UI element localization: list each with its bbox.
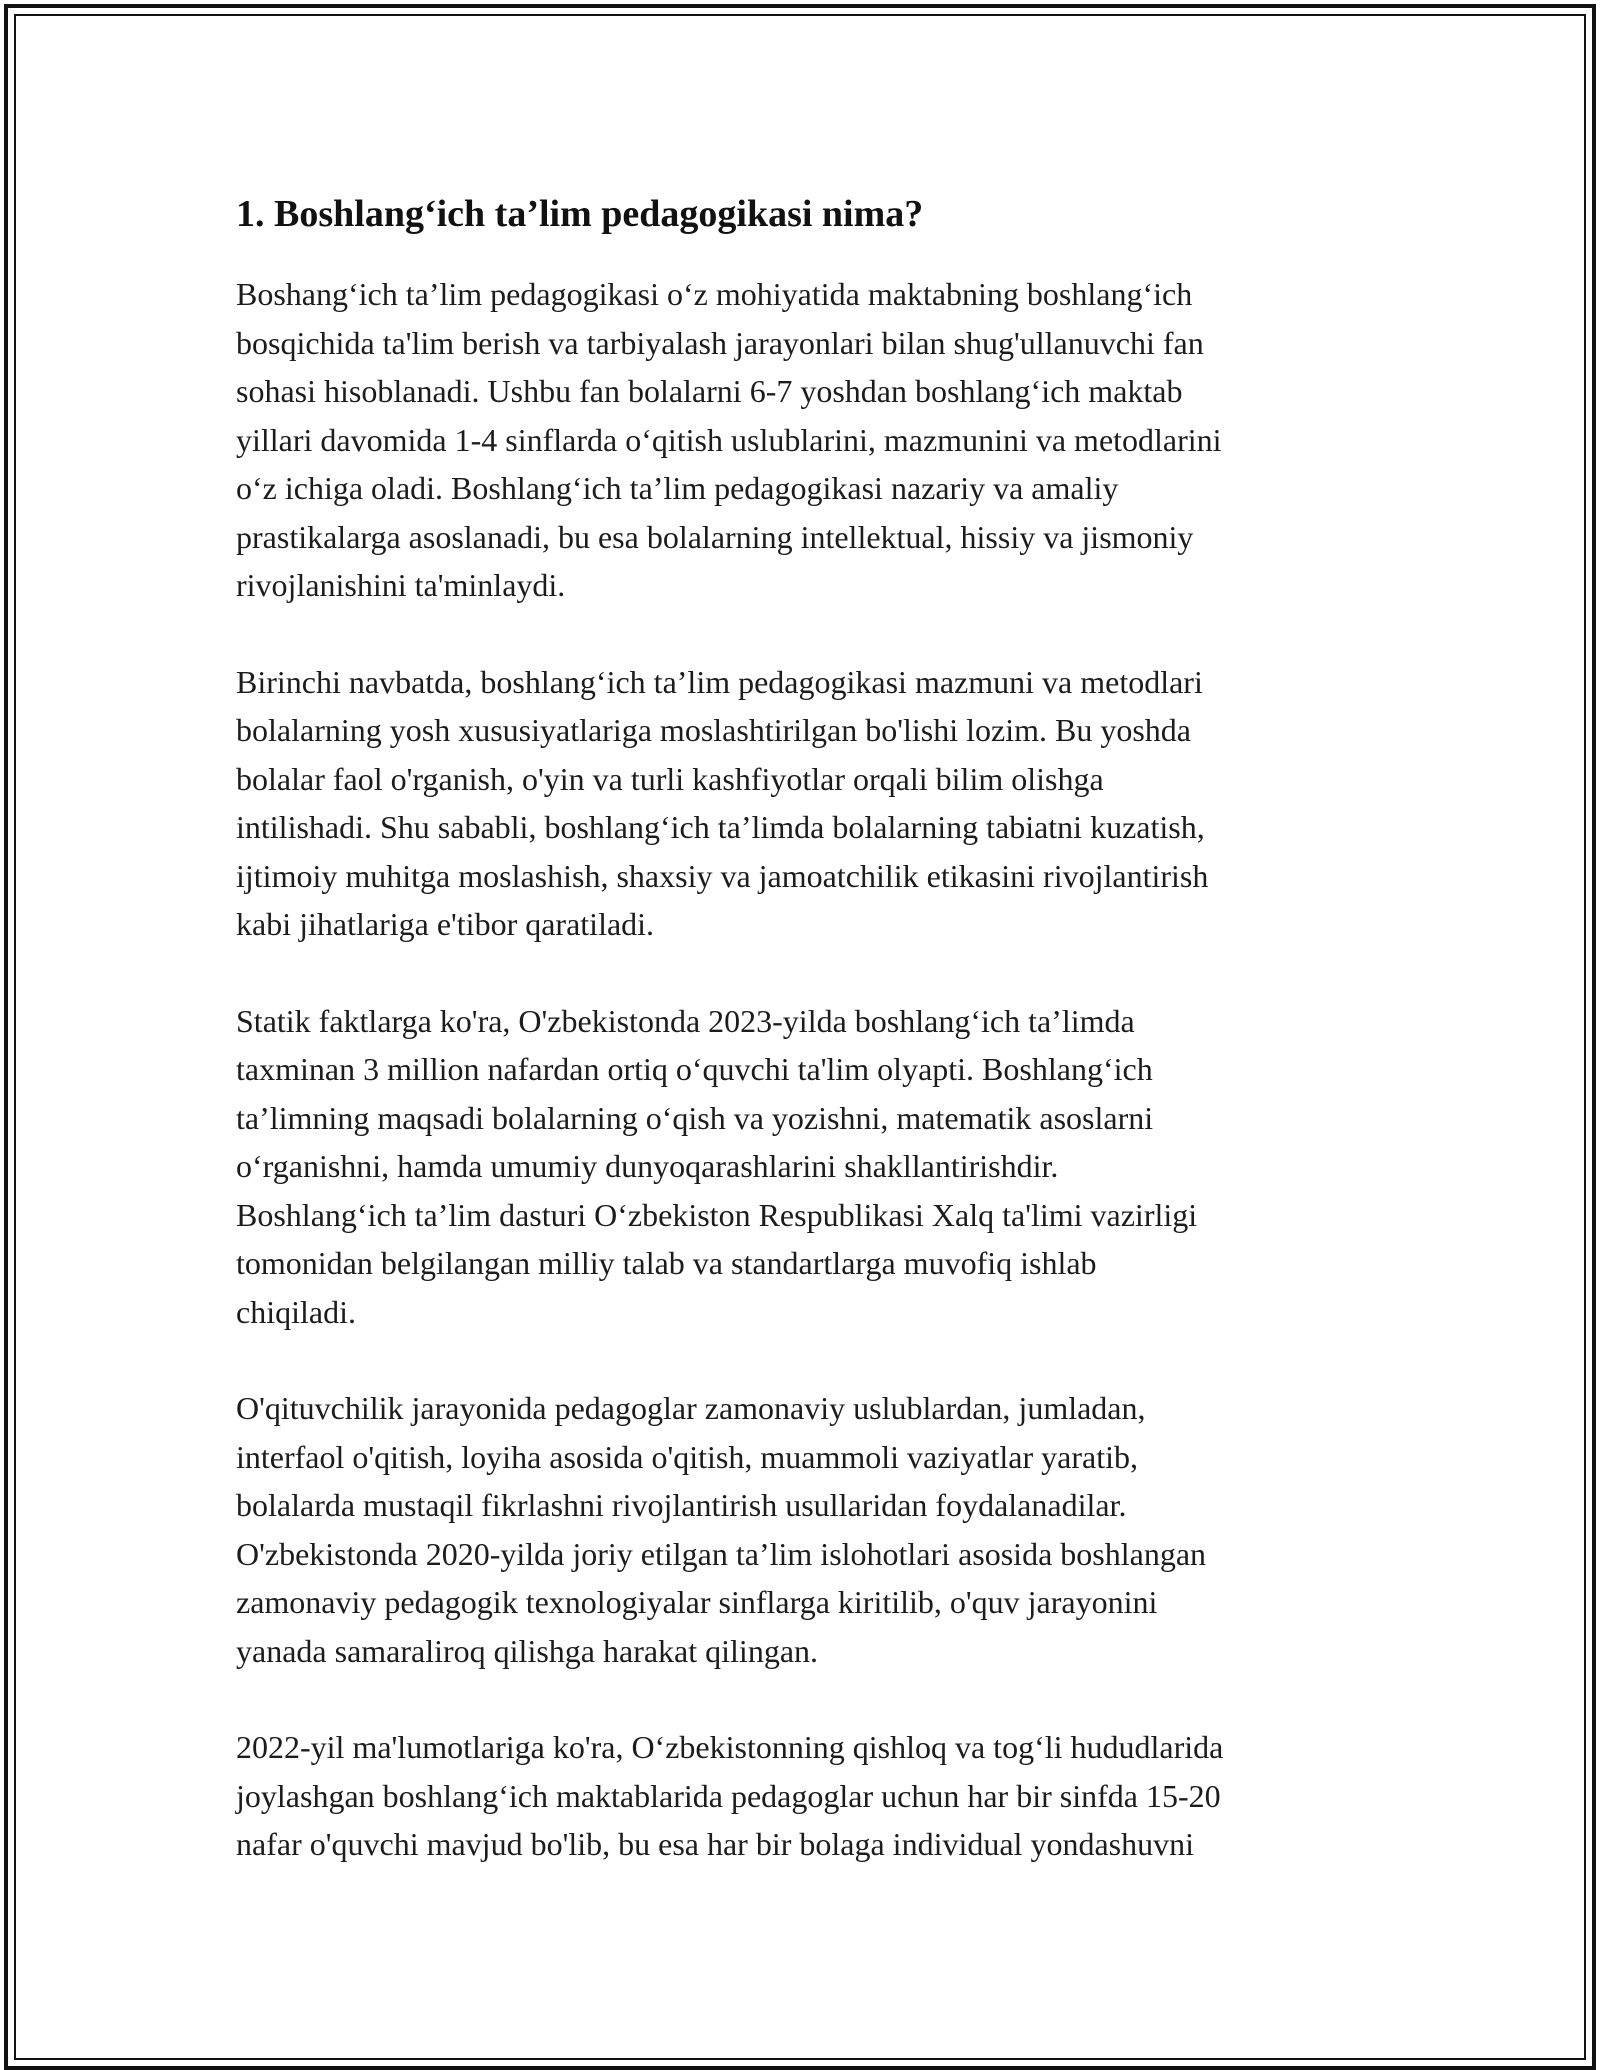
text-line: kabi jihatlariga e'tibor qaratiladi. — [236, 906, 655, 942]
document-body — [236, 186, 1376, 1917]
paragraph-1 — [236, 270, 1376, 610]
text-line: O'zbekistonda 2020-yilda joriy etilgan ta’lim islohotlari asosida boshlangan — [236, 1535, 1207, 1572]
text-line: ta’limning maqsadi bolalarning o‘qish va yozishni, matematik asoslarni — [236, 1099, 1154, 1136]
text-line: zamonaviy pedagogik texnologiyalar sinflarga kiritilib, o'quv jarayonini — [236, 1584, 1158, 1620]
paragraph-2 — [236, 658, 1376, 949]
paragraph-4 — [236, 1384, 1376, 1675]
text-line: ijtimoiy muhitga moslashish, shaxsiy va jamoatchilik etikasini rivojlantirish — [236, 857, 1209, 894]
text-line: interfaol o'qitish, loyiha asosida o'qitish, muammoli vaziyatlar yaratib, — [236, 1438, 1138, 1475]
section-heading: 1. Boshlang‘ich ta’lim pedagogikasi nima? — [236, 193, 924, 235]
paragraph-5 — [236, 1723, 1376, 1869]
text-line: O'qituvchilik jarayonida pedagoglar zamonaviy uslublardan, jumladan, — [236, 1390, 1146, 1426]
text-line: bolalar faol o'rganish, o'yin va turli kashfiyotlar orqali bilim olishga — [236, 760, 1104, 797]
paragraph-3 — [236, 997, 1376, 1337]
text-line: bolalarda mustaqil fikrlashni rivojlantirish usullaridan foydalanadilar. — [236, 1487, 1127, 1523]
text-line: yanada samaraliroq qilishga harakat qilingan. — [236, 1632, 819, 1669]
text-line: chiqiladi. — [236, 1293, 356, 1330]
text-line: yillari davomida 1-4 sinflarda o‘qitish uslublarini, mazmunini va metodlarini — [236, 421, 1222, 458]
text-line: rivojlanishini ta'minlaydi. — [236, 567, 566, 603]
text-line: Boshlang‘ich ta’lim dasturi O‘zbekiston Respublikasi Xalq ta'limi vazirligi — [236, 1196, 1198, 1233]
text-line: Birinchi navbatda, boshlang‘ich ta’lim pedagogikasi mazmuni va metodlari — [236, 663, 1203, 700]
text-line: Boshang‘ich ta’lim pedagogikasi o‘z mohiyatida maktabning boshlang‘ich — [236, 276, 1193, 312]
text-line: o‘rganishni, hamda umumiy dunyoqarashlarini shakllantirishdir. — [236, 1148, 1059, 1184]
text-line: nafar o'quvchi mavjud bo'lib, bu esa har bir bolaga individual yondashuvni — [236, 1826, 1194, 1862]
text-line: bosqichida ta'lim berish va tarbiyalash jarayonlari bilan shug'ullanuvchi fan — [236, 324, 1204, 361]
text-line: bolalarning yosh xususiyatlariga moslashtirilgan bo'lishi lozim. Bu yoshda — [236, 712, 1191, 748]
text-line: intilishadi. Shu sababli, boshlang‘ich ta’limda bolalarning tabiatni kuzatish, — [236, 809, 1205, 845]
text-line: sohasi hisoblanadi. Ushbu fan bolalarni 6-7 yoshdan boshlang‘ich maktab — [236, 373, 1183, 409]
text-line: prastikalarga asoslanadi, bu esa bolalarning intellektual, hissiy va jismoniy — [236, 518, 1194, 555]
text-line: o‘z ichiga oladi. Boshlang‘ich ta’lim pedagogikasi nazariy va amaliy — [236, 470, 1119, 506]
text-line: taxminan 3 million nafardan ortiq o‘quvchi ta'lim olyapti. Boshlang‘ich — [236, 1051, 1153, 1087]
text-line: 2022-yil ma'lumotlariga ko'ra, O‘zbekistonning qishloq va tog‘li hududlarida — [236, 1729, 1224, 1765]
text-line: Statik faktlarga ko'ra, O'zbekistonda 2023-yilda boshlang‘ich ta’limda — [236, 1002, 1135, 1039]
text-line: joylashgan boshlang‘ich maktablarida pedagoglar uchun har bir sinfda 15-20 — [236, 1777, 1221, 1814]
text-line: tomonidan belgilangan milliy talab va standartlarga muvofiq ishlab — [236, 1245, 1097, 1281]
